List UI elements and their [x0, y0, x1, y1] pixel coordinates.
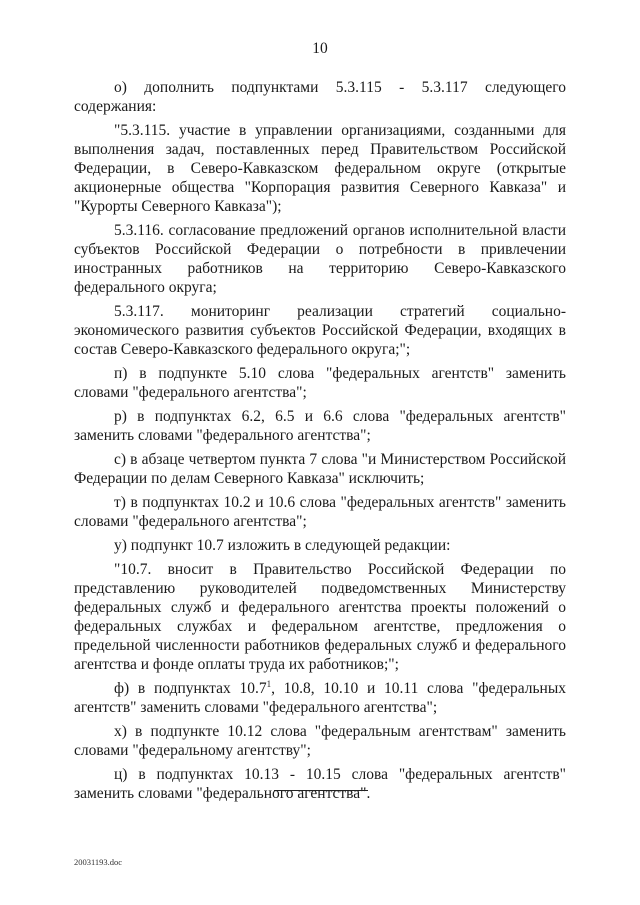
end-separator-line [274, 790, 368, 791]
page-number: 10 [312, 40, 328, 57]
document-body [74, 78, 566, 808]
paragraph-s: с) в абзаце четвертом пункта 7 слова "и Министерством Российской Федерации по делам Северного Кавказа" исключить; [74, 451, 566, 487]
paragraph-f-superscript: 1 [266, 678, 272, 689]
paragraph-ts: ц) в подпунктах 10.13 - 10.15 слова "федеральных агентств" заменить словами "федерального агентства". [74, 766, 566, 802]
paragraph-10-7: "10.7. вносит в Правительство Российской Федерации по представлению руководителей подведомственных Министерству федеральных служб и федерального агентства проекты положений о федеральных службах и федеральном агентстве, предложения о предельной численности работников федеральных служб и федерального агентства и фонде оплаты труда их работников;"; [74, 561, 566, 673]
footer-document-code: 20031193.doc [74, 857, 123, 867]
paragraph-5-3-116: 5.3.116. согласование предложений органов исполнительной власти субъектов Российской Федерации о потребности в привлечении иностранных работников на территорию Северо-Кавказского федерального округа; [74, 222, 566, 296]
paragraph-5-3-115: "5.3.115. участие в управлении организациями, созданными для выполнения задач, поставленных перед Правительством Российской Федерации, в Северо-Кавказском федеральном округе (открытые акционерные общества "Корпорация развития Северного Кавказа" и "Курорты Северного Кавказа"); [74, 122, 566, 215]
paragraph-f-after: , 10.8, 10.10 и 10.11 слова "федеральных агентств" заменить словами "федерального агентства"; [74, 680, 566, 716]
paragraph-f-before: ф) в подпунктах 10.7 [114, 680, 267, 697]
paragraph-f [74, 679, 566, 717]
paragraph-t: т) в подпунктах 10.2 и 10.6 слова "федеральных агентств" заменить словами "федерального агентства"; [74, 494, 566, 530]
paragraph-u: у) подпункт 10.7 изложить в следующей редакции: [114, 537, 451, 554]
paragraph-5-3-117: 5.3.117. мониторинг реализации стратегий социально-экономического развития субъектов Российской Федерации, входящих в состав Северо-Кавказского федерального округа;"; [74, 303, 566, 358]
paragraph-h: х) в подпункте 10.12 слова "федеральным агентствам" заменить словами "федеральному агентству"; [74, 723, 566, 759]
paragraph-r: р) в подпунктах 6.2, 6.5 и 6.6 слова "федеральных агентств" заменить словами "федерального агентства"; [74, 408, 566, 444]
paragraph-o: о) дополнить подпунктами 5.3.115 - 5.3.117 следующего содержания: [74, 79, 566, 115]
paragraph-p: п) в подпункте 5.10 слова "федеральных агентств" заменить словами "федерального агентства"; [74, 365, 566, 401]
